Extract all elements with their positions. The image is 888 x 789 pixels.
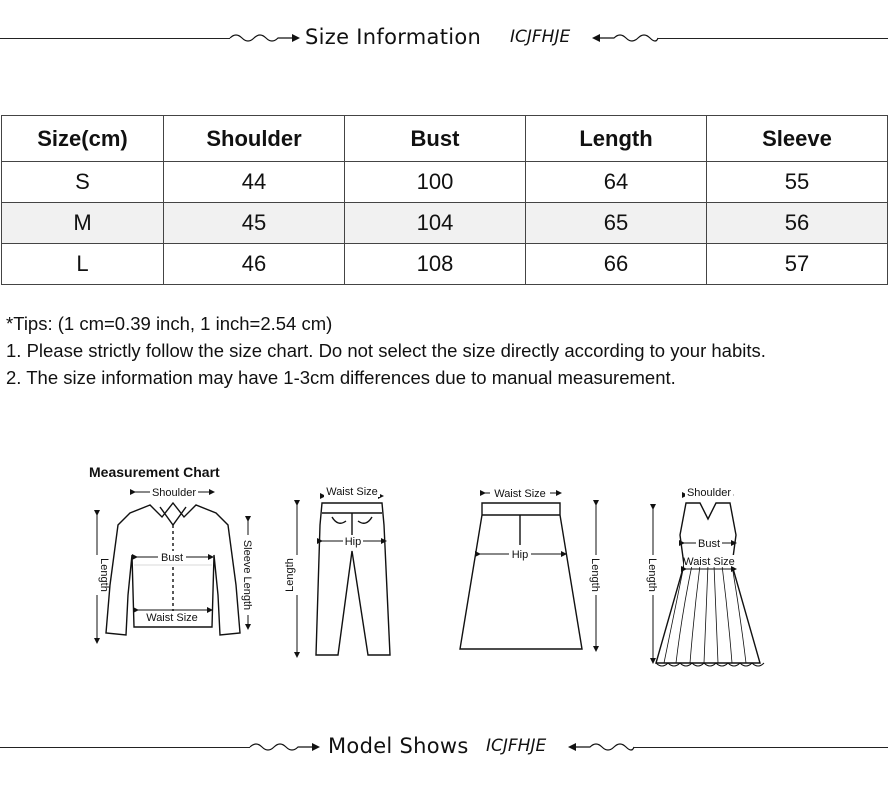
shirt-bust-label: Bust [160,552,184,564]
column-header: Shoulder [164,116,345,162]
dress-bust-measure [682,537,734,550]
shirt-shoulder-measure [133,485,212,499]
size-information-header [0,19,888,59]
table-cell: S [2,162,164,203]
measurement-chart-title: Measurement Chart [89,464,220,480]
dress-length-label: Length [646,558,658,592]
shirt-length-label: Length [98,558,110,592]
measurement-illustrations [0,455,888,695]
shirt-sleeve-measure [241,519,255,627]
skirt-hip-measure [478,548,564,561]
table-cell: 108 [345,244,526,285]
table-cell: 64 [526,162,707,203]
skirt-diagram [460,503,582,649]
column-header: Bust [345,116,526,162]
table-cell: L [2,244,164,285]
tips-line: *Tips: (1 cm=0.39 inch, 1 inch=2.54 cm) [6,313,333,334]
table-row [2,244,888,285]
table-cell: 45 [164,203,345,244]
dress-length-measure [646,507,660,661]
header-rule-left [0,747,250,748]
pants-hip-measure [320,535,384,548]
table-row [2,162,888,203]
size-table [1,115,888,285]
pants-length-measure [284,503,304,655]
table-cell: 100 [345,162,526,203]
dress-waist-measure [683,555,735,569]
header-rule-left [0,38,230,39]
dress-shoulder-measure [685,486,733,499]
shirt-bust-measure [135,551,211,564]
table-cell: 55 [707,162,888,203]
skirt-length-label: Length [589,558,601,592]
swirl-arrow-right-icon [592,30,658,46]
measurement-chart [0,455,888,695]
skirt-hip-label: Hip [511,549,529,561]
shirt-waist-label: Waist Size [146,612,198,624]
skirt-waist-measure [483,487,559,500]
tips-line: 2. The size information may have 1-3cm differences due to manual measurement. [6,367,676,388]
table-cell: 44 [164,162,345,203]
table-cell: 46 [164,244,345,285]
tips-block [6,310,766,391]
table-cell: 57 [707,244,888,285]
table-cell: 66 [526,244,707,285]
section-title: Size Information [305,25,482,49]
swirl-arrow-right-icon [568,739,634,755]
table-cell: 65 [526,203,707,244]
dress-waist-label: Waist Size [683,556,735,568]
shirt-sleeve-label: Sleeve Length [241,539,253,611]
table-cell: M [2,203,164,244]
table-cell: 56 [707,203,888,244]
pants-length-label: Length [284,558,296,592]
pants-diagram [316,503,390,655]
section-title: Model Shows [328,734,469,758]
tips-line: 1. Please strictly follow the size chart. Do not select the size directly according to your habits. [6,340,766,361]
skirt-length-measure [589,503,603,649]
table-cell: 104 [345,203,526,244]
pants-waist-label: Waist Size [326,486,378,498]
swirl-arrow-left-icon [250,739,320,755]
dress-shoulder-label: Shoulder [686,487,732,499]
dress-diagram [656,503,764,666]
skirt-waist-label: Waist Size [494,488,546,500]
shirt-waist-measure [136,610,210,624]
pants-waist-measure [323,485,381,498]
model-shows-header [0,728,888,768]
pants-hip-label: Hip [344,536,362,548]
column-header: Sleeve [707,116,888,162]
dress-bust-label: Bust [697,538,721,550]
brand-label: ICJFHJE [486,736,547,756]
column-header: Length [526,116,707,162]
shirt-shoulder-label: Shoulder [151,487,197,499]
brand-label: ICJFHJE [510,27,571,47]
header-rule-right [634,747,888,748]
table-header-row [2,116,888,162]
header-rule-right [658,38,888,39]
swirl-arrow-left-icon [230,30,300,46]
column-header: Size(cm) [2,116,164,162]
table-row [2,203,888,244]
